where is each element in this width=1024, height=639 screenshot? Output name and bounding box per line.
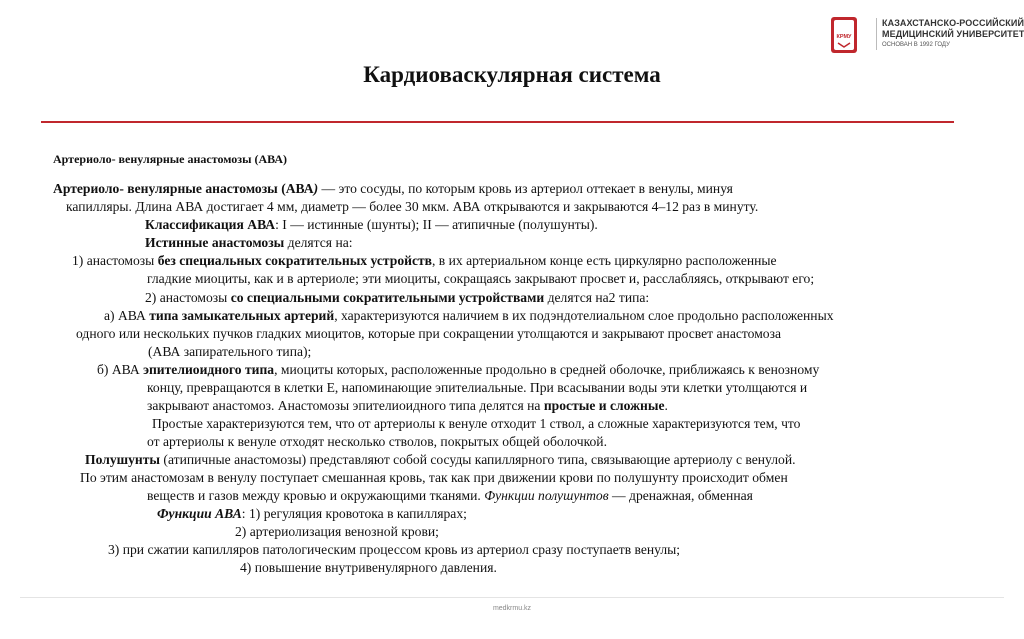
body-line-1 (53, 180, 733, 198)
university-founded: ОСНОВАН В 1992 ГОДУ (882, 42, 950, 48)
university-name-line2: МЕДИЦИНСКИЙ УНИВЕРСИТЕТ (882, 29, 1024, 39)
body-line-20: 2) артериолизация венозной крови; (235, 524, 439, 539)
text: (атипичные анастомозы) представляют собой сосуды капиллярного типа, связывающие артериолу с венулой. (160, 452, 796, 467)
body-line-5 (72, 252, 777, 270)
term-simple-complex: простые и сложные (543, 398, 665, 413)
body-line-7 (145, 289, 649, 307)
body-line-11 (97, 361, 819, 379)
body-line-18 (147, 487, 753, 505)
text: , в их артериальном конце есть циркулярно расположенные (432, 253, 777, 268)
text: б) АВА (97, 362, 144, 377)
term-ava: Артериоло- венулярные анастомозы (АВА (53, 181, 314, 196)
text: , миоциты которых, расположенные продольно в средней оболочке, приближаясь к венозному (274, 362, 820, 377)
body-line-15: от артериолы к венуле отходят несколько стволов, покрытых общей оболочкой. (147, 434, 607, 449)
text: : I — истинные (шунты); II — атипичные (полушунты). (275, 217, 598, 232)
body-line-22: 4) повышение внутривенулярного давления. (240, 560, 497, 575)
body-line-21: 3) при сжатии капилляров патологическим процессом кровь из артериол сразу поступаетв венулы; (108, 542, 681, 557)
term-without-devices: без специальных сократительных устройств (157, 253, 432, 268)
university-name-line1: КАЗАХСТАНСКО-РОССИЙСКИЙ (882, 18, 1024, 28)
text: 1) анастомозы (72, 253, 158, 268)
body-line-3 (145, 216, 598, 234)
university-logo (827, 16, 871, 56)
body-line-17: По этим анастомозам в венулу поступает смешанная кровь, так как при движении крови по полушунту происходит обмен (80, 470, 788, 485)
section-subtitle: Артериоло- венулярные анастомозы (АВА) (53, 152, 288, 166)
body-line-4 (145, 234, 353, 252)
footer-divider (20, 597, 1004, 598)
text: веществ и газов между кровью и окружающими тканями. (147, 488, 485, 503)
text: закрывают анастомоз. Анастомозы эпителиоидного типа делятся на (147, 398, 544, 413)
term-closing-arteries: типа замыкательных артерий (149, 308, 335, 323)
term-with-devices: со специальными сократительными устройствами (230, 290, 545, 305)
body-line-6: гладкие миоциты, как и в артериоле; эти миоциты, сокращаясь закрывают просвет и, расслабляясь, открывают его; (147, 271, 815, 286)
header-divider (876, 18, 877, 50)
text: : 1) регуляция кровотока в капиллярах; (241, 506, 467, 521)
body-line-8 (104, 307, 834, 325)
body-line-19 (157, 505, 467, 523)
body-line-10: (АВА запирательного типа); (148, 344, 312, 359)
text: а) АВА (104, 308, 150, 323)
body-line-13 (147, 397, 668, 415)
term-semishunts: Полушунты (85, 452, 161, 467)
text: , характеризуются наличием в их подэндотелиальном слое продольно расположенных (334, 308, 834, 323)
body-line-14: Простые характеризуются тем, что от артериолы к венуле отходит 1 ствол, а сложные характеризуются тем, что (152, 416, 801, 431)
university-name (882, 18, 1024, 50)
term-epithelioid: эпителиоидного типа (143, 362, 275, 377)
term-ava-functions: Функции АВА (157, 506, 242, 521)
text: 2) анастомозы (145, 290, 231, 305)
term-true-anastomoses: Истинные анастомозы (145, 235, 285, 250)
body-line-2: капилляры. Длина АВА достигает 4 мм, диаметр — более 30 мкм. АВА открываются и закрываются 4–12 раз в минуту. (66, 199, 759, 214)
footer-site: medkrmu.kz (492, 605, 532, 612)
text: делятся на2 типа: (544, 290, 650, 305)
text: — дренажная, обменная (608, 488, 753, 503)
term-semishunt-functions: Функции полушунтов (484, 488, 609, 503)
body-line-9: одного или нескольких пучков гладких миоцитов, которые при сокращении утолщаются и закрывают просвет анастомоза (76, 326, 781, 341)
text: — это сосуды, по которым кровь из артериол оттекает в венулы, минуя (318, 181, 733, 196)
body-line-12: концу, превращаются в клетки Е, напоминающие эпителиальные. При всасывании воды эти клетки утолщаются и (147, 380, 808, 395)
text: делятся на: (284, 235, 353, 250)
term-classification: Классификация АВА (145, 217, 276, 232)
text: . (664, 398, 668, 413)
page-title: Кардиоваскулярная система (363, 62, 661, 87)
title-underline (41, 121, 954, 123)
logo-text: КРМУ (836, 34, 852, 40)
body-line-16 (85, 451, 796, 469)
text: ) (313, 181, 319, 196)
